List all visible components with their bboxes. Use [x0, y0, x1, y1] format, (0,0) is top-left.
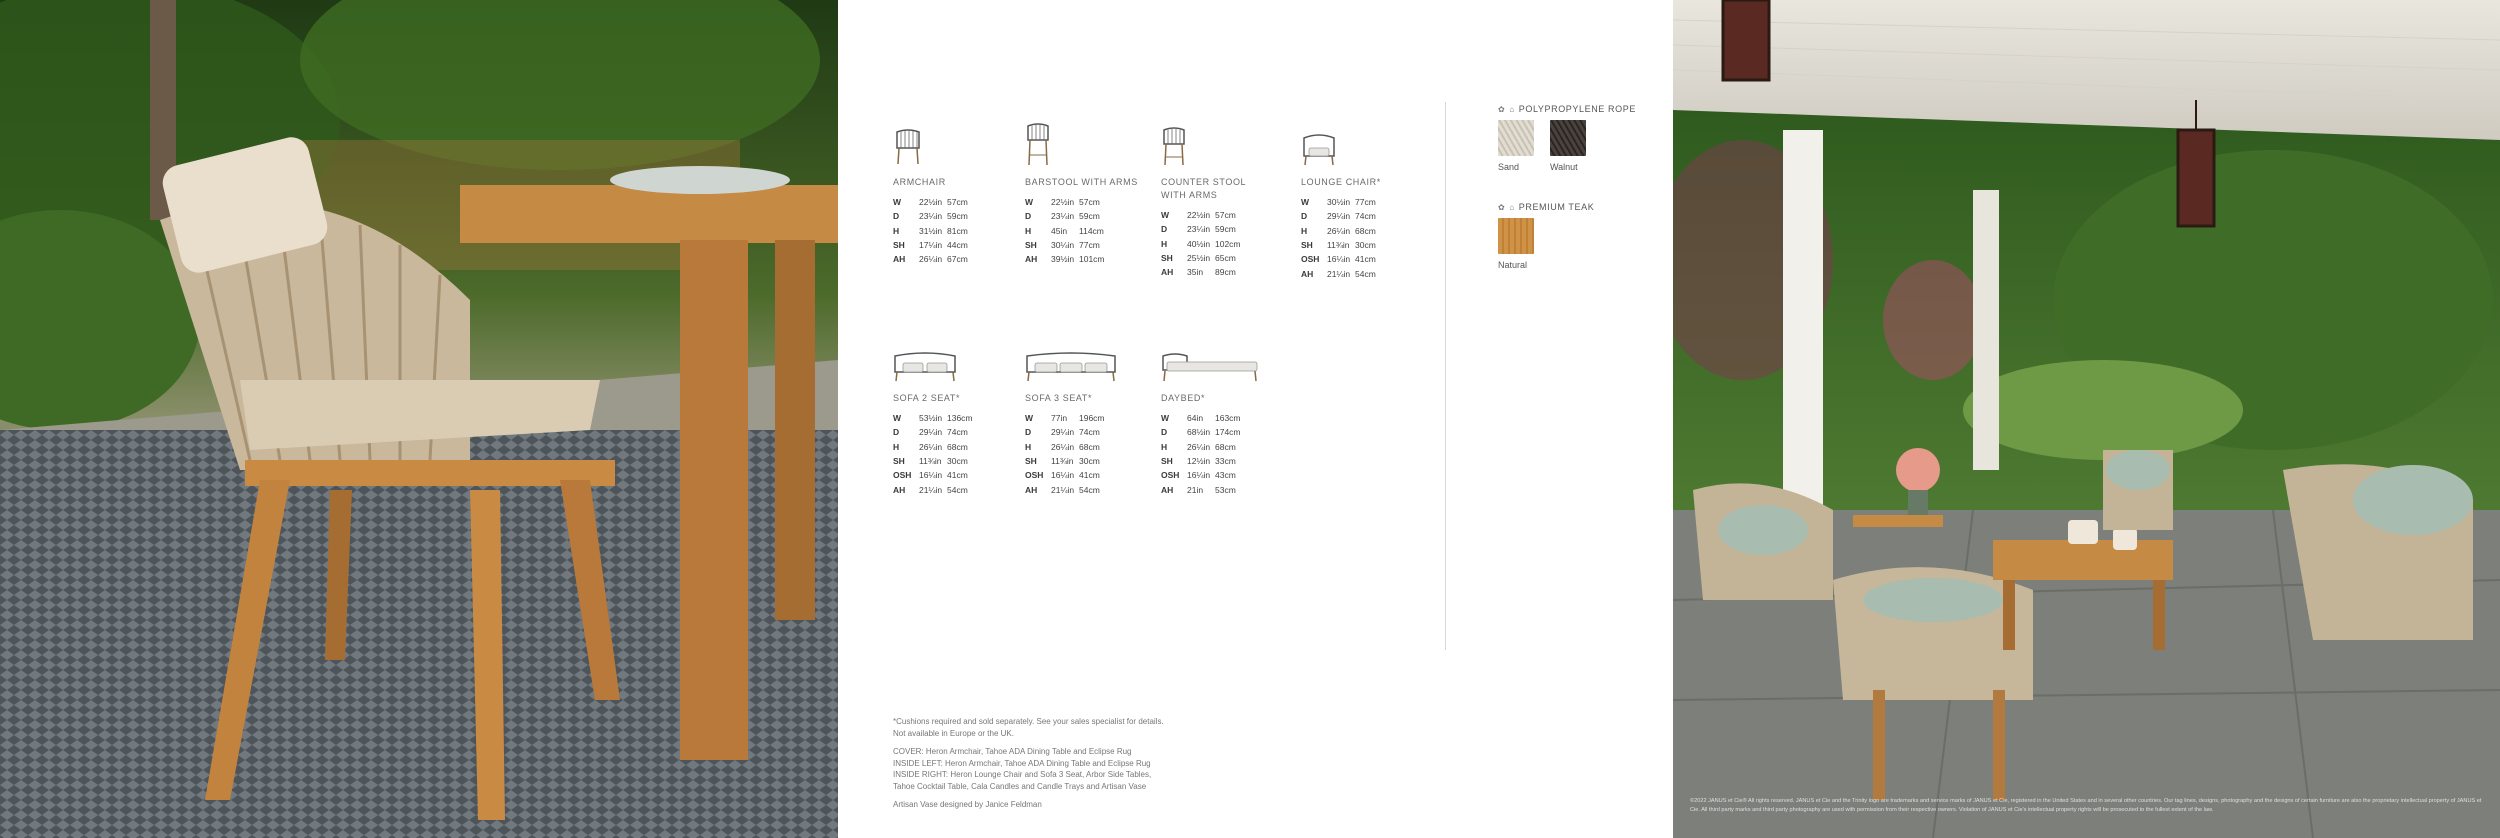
dimension-row: W 22½in 57cm [1161, 210, 1236, 221]
lounge-chair-icon [1301, 132, 1337, 166]
sofa-3-seat-icon [1025, 348, 1117, 382]
daybed-icon [1161, 348, 1259, 382]
dimension-table [893, 411, 987, 497]
dimension-row: H 40½in 102cm [1161, 238, 1241, 249]
sofa-2-seat-icon [893, 348, 957, 382]
dimension-row: W 53½in 136cm [893, 413, 973, 424]
vertical-divider [1445, 102, 1446, 650]
dimension-row: SH 11¾in 30cm [1301, 240, 1376, 251]
dimension-row: H 26¼in 68cm [1301, 225, 1376, 236]
specification-page [838, 0, 1673, 838]
product-armchair [893, 118, 1023, 266]
dimension-row: OSH 16¼in 41cm [893, 470, 968, 481]
porch-scene-image [1673, 0, 2500, 838]
product-name: COUNTER STOOL WITH ARMS [1161, 177, 1247, 200]
product-barstool-with-arms [1025, 118, 1155, 266]
swatch-chip [1550, 120, 1586, 156]
swatch-natural [1498, 218, 1534, 270]
cushion-note: *Cushions required and sold separately. See your sales specialist for details. Not available in Europe or the UK. [893, 717, 1164, 738]
material-heading: PREMIUM TEAK [1518, 202, 1595, 212]
swatch-name: Natural [1498, 260, 1528, 270]
house-icon: ⌂ [1509, 104, 1515, 114]
material-heading: POLYPROPYLENE ROPE [1518, 104, 1636, 114]
dimension-table [1301, 195, 1395, 281]
material-polypropylene-rope [1498, 104, 1668, 172]
dimension-row: SH 11¾in 30cm [1025, 456, 1100, 467]
dimension-row: OSH 16¼in 41cm [1025, 470, 1100, 481]
materials-panel [1498, 104, 1668, 300]
swatch-name: Walnut [1550, 162, 1578, 172]
dimension-row: AH 39½in 101cm [1025, 254, 1105, 265]
dimension-row: W 22½in 57cm [893, 197, 968, 208]
dimension-row: D 23¼in 59cm [1025, 211, 1100, 222]
dimension-row: W 30½in 77cm [1301, 197, 1376, 208]
dimension-table [1025, 195, 1119, 266]
dining-scene-image [0, 0, 838, 838]
dimension-row: D 68½in 174cm [1161, 427, 1241, 438]
dimension-row: AH 21¼in 54cm [1301, 268, 1376, 279]
dimension-row: OSH 16¼in 41cm [1301, 254, 1376, 265]
product-name: SOFA 2 SEAT* [893, 393, 961, 403]
dimension-row: H 26¼in 68cm [893, 441, 968, 452]
sun-icon: ✿ [1498, 104, 1506, 114]
dimension-row: SH 12½in 33cm [1161, 456, 1236, 467]
barstool-icon [1025, 122, 1051, 166]
dimension-row: SH 11¾in 30cm [893, 456, 968, 467]
dimension-row: H 26¼in 68cm [1161, 441, 1236, 452]
dimension-row: H 45in 114cm [1025, 225, 1104, 236]
dimension-table [1025, 411, 1119, 497]
dimension-row: AH 21¼in 54cm [893, 484, 968, 495]
armchair-icon [893, 128, 923, 166]
dimension-row: AH 26¼in 67cm [893, 254, 968, 265]
dimension-row: AH 21in 53cm [1161, 484, 1236, 495]
product-name: LOUNGE CHAIR* [1301, 177, 1381, 187]
copyright-text: ©2022 JANUS et Cie® All rights reserved. JANUS et Cie and the Trinity logo are trademarks and service marks of JANUS et Cie, registered in the United States and in several other countries. Our tag lines, designs, photography and the designs of certain furniture are also the proprietary intellectual property of JANUS et Cie. All third party marks and third party photography are used with permission from their respective owners. Violation of JANUS et Cie's intellectual property rights will be prosecuted to the fullest extent of the law. [1690, 798, 2482, 813]
dimension-row: D 23¼in 59cm [893, 211, 968, 222]
dimension-table [1161, 411, 1255, 497]
dimension-row: AH 21¼in 54cm [1025, 484, 1100, 495]
house-icon: ⌂ [1509, 202, 1515, 212]
footnotes [893, 716, 1223, 818]
dimension-row: OSH 16¼in 43cm [1161, 470, 1236, 481]
swatch-chip [1498, 218, 1534, 254]
product-name: SOFA 3 SEAT* [1025, 393, 1093, 403]
dimension-row: D 29¼in 74cm [1301, 211, 1376, 222]
dimension-row: D 29¼in 74cm [893, 427, 968, 438]
photo-credits: COVER: Heron Armchair, Tahoe ADA Dining Table and Eclipse Rug INSIDE LEFT: Heron Armchair, Tahoe ADA Dining Table and Eclipse Rug INSIDE RIGHT: Heron Lounge Chair and Sofa 3 Seat, Arbor Side Tables, Tahoe Cocktail Table, Cala Candles and Candle Trays and Artisan Vase [893, 747, 1152, 791]
product-name: BARSTOOL WITH ARMS [1025, 177, 1138, 187]
product-name: ARMCHAIR [893, 177, 946, 187]
dimension-row: SH 30¼in 77cm [1025, 240, 1100, 251]
photo-porch-lounge [1673, 0, 2500, 838]
product-daybed [1161, 334, 1291, 497]
counter-stool-icon [1161, 126, 1187, 166]
dimension-table [893, 195, 987, 266]
dimension-row: H 31½in 81cm [893, 225, 968, 236]
dimension-row: W 77in 196cm [1025, 413, 1105, 424]
swatch-sand [1498, 120, 1534, 172]
product-name: DAYBED* [1161, 393, 1206, 403]
swatch-chip [1498, 120, 1534, 156]
product-lounge-chair [1301, 118, 1431, 281]
dimension-row: SH 17¼in 44cm [893, 240, 968, 251]
material-premium-teak [1498, 202, 1668, 270]
dimension-row: W 22½in 57cm [1025, 197, 1100, 208]
product-sofa-3-seat [1025, 334, 1155, 497]
dimension-row: SH 25½in 65cm [1161, 253, 1236, 264]
dimension-row: D 29¼in 74cm [1025, 427, 1100, 438]
sun-icon: ✿ [1498, 202, 1506, 212]
product-counter-stool-with-arms [1161, 118, 1291, 279]
dimension-table [1161, 208, 1255, 279]
dimension-row: D 23¼in 59cm [1161, 224, 1236, 235]
product-sofa-2-seat [893, 334, 1023, 497]
designer-credit: Artisan Vase designed by Janice Feldman [893, 800, 1042, 809]
swatch-name: Sand [1498, 162, 1520, 172]
dimension-row: W 64in 163cm [1161, 413, 1241, 424]
swatch-walnut [1550, 120, 1586, 172]
dimension-row: H 26¼in 68cm [1025, 441, 1100, 452]
photo-dining-armchair [0, 0, 838, 838]
dimension-row: AH 35in 89cm [1161, 267, 1236, 278]
